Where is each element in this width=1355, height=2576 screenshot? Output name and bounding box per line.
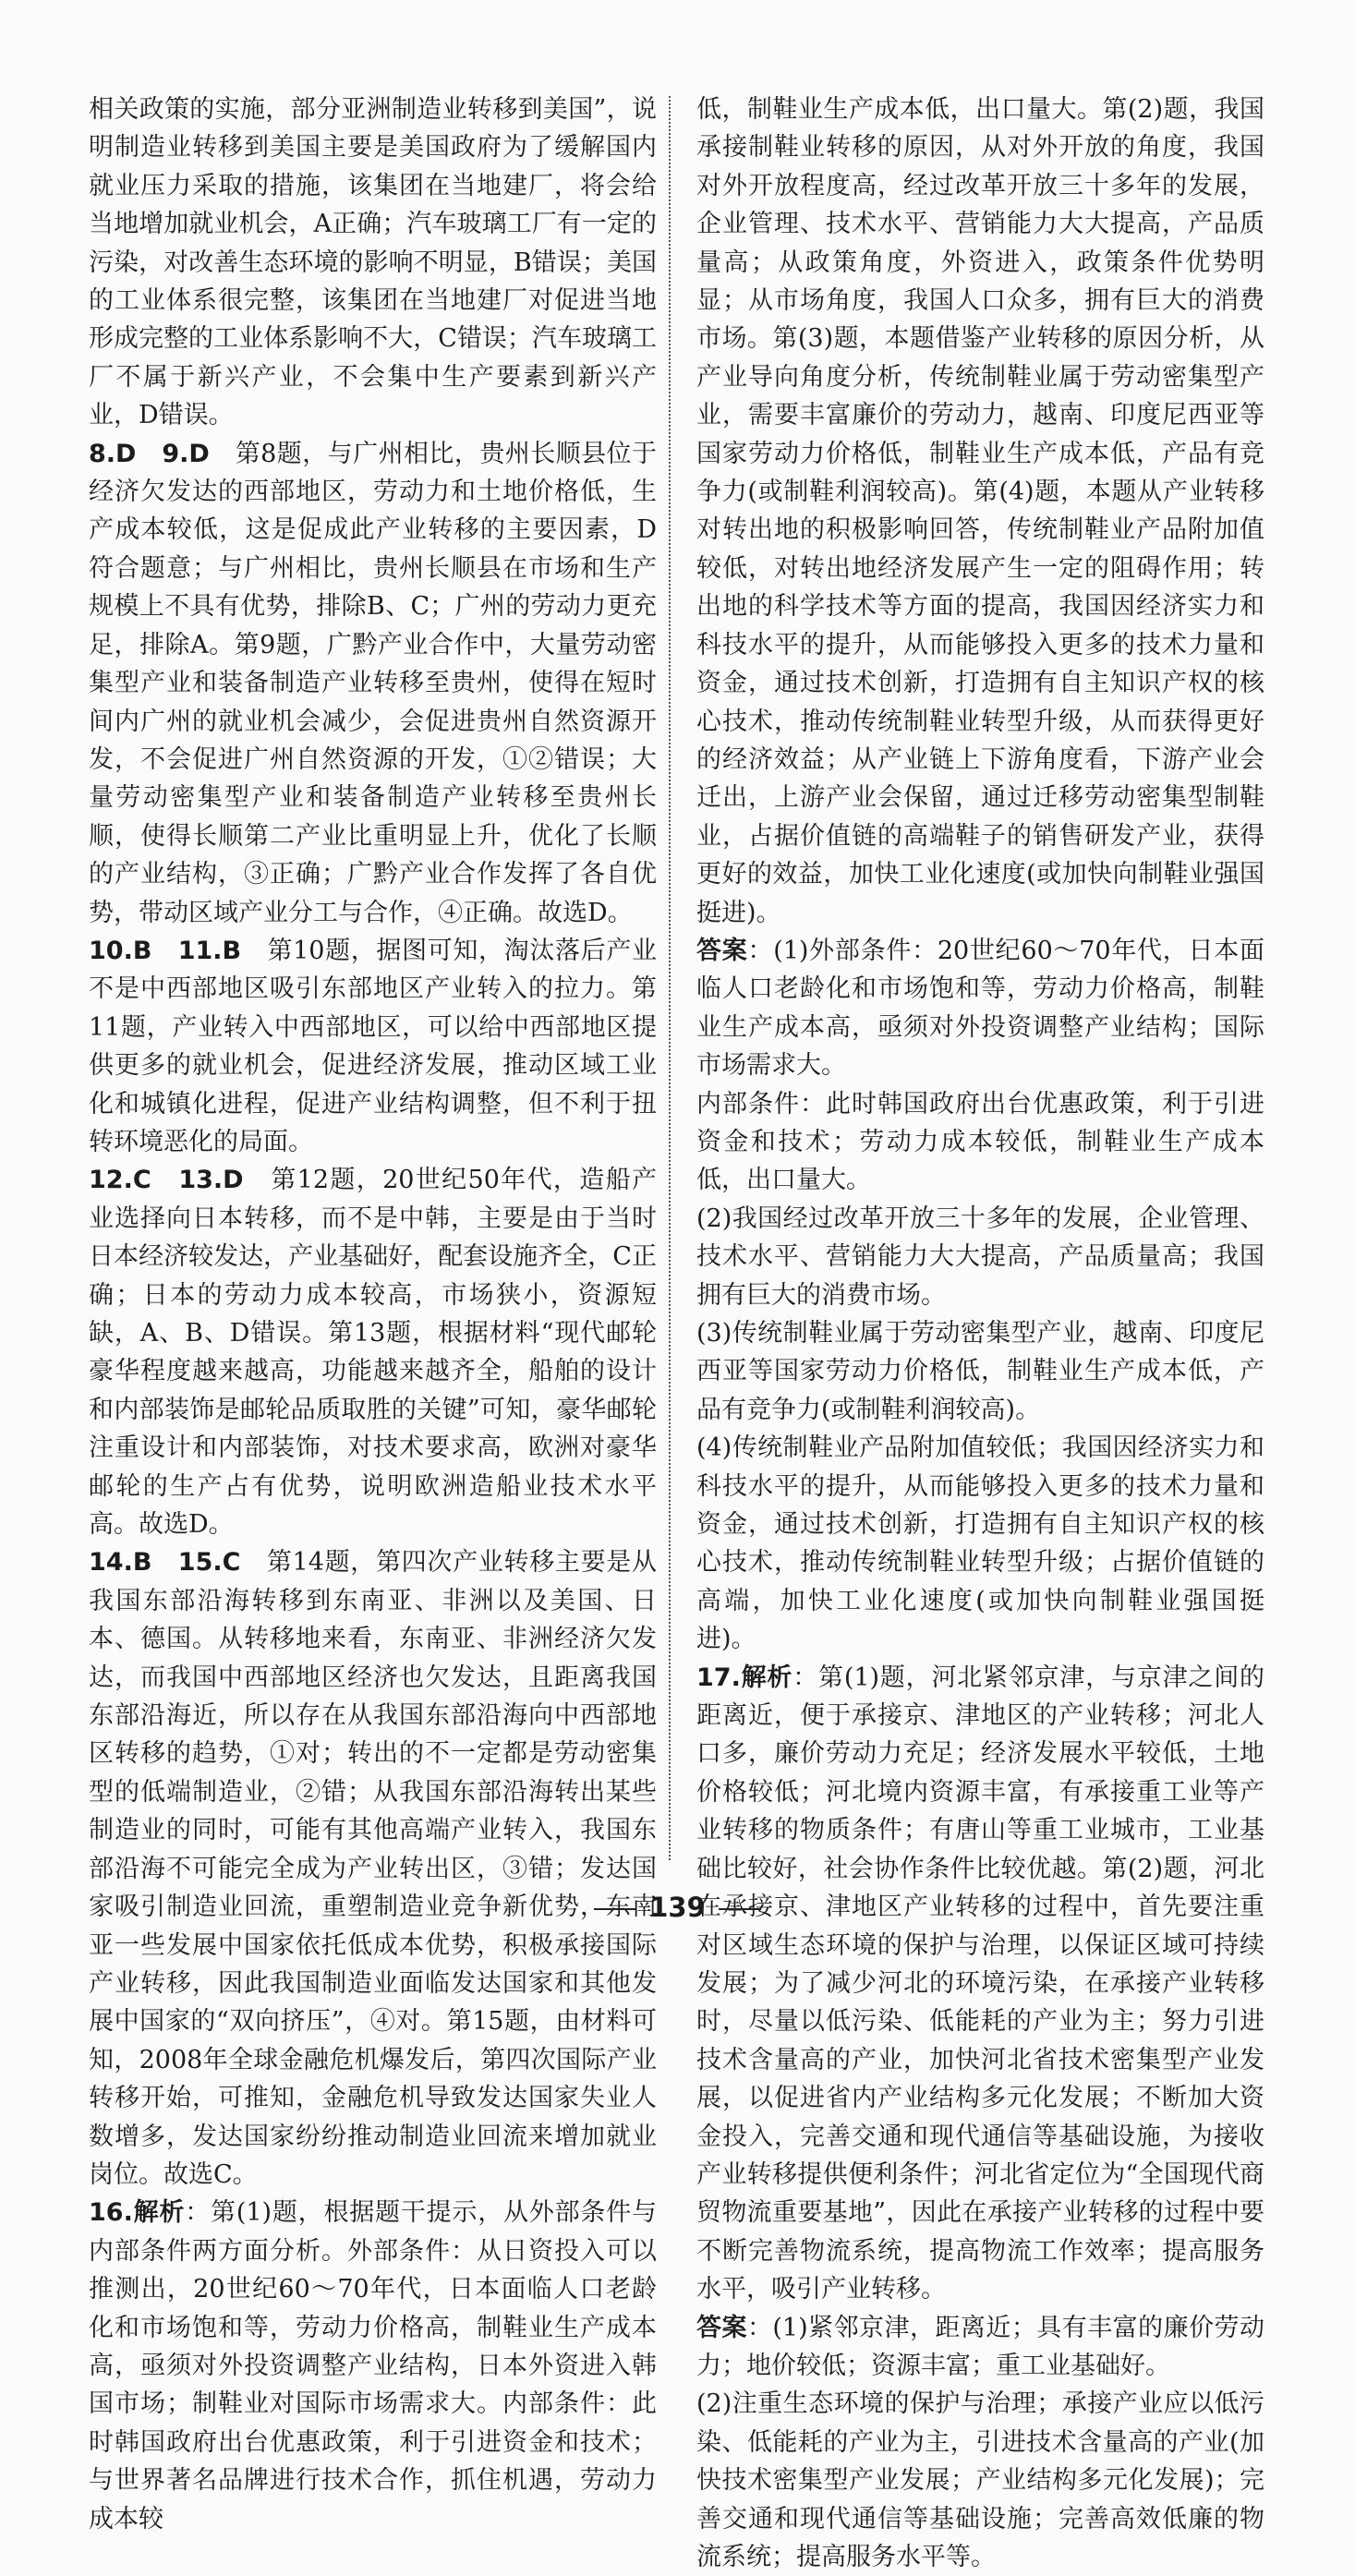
paragraph-continuation: 低，制鞋业生产成本低，出口量大。第(2)题，我国承接制鞋业转移的原因，从对外开放的角度，我国对外开放程度高，经过改革开放三十多年的发展，企业管理、技术水平、营销能力大大提高，产品质量高；从政策角度，外资进入，政策条件优势明显；从市场角度，我国人口众多，拥有巨大的消费市场。第(3)题，本题借鉴产业转移的原因分析，从产业导向角度分析，传统制鞋业属于劳动密集型产业，需要丰富廉价的劳动力，越南、印度尼西亚等国家劳动力价格低，制鞋业生产成本低，产品有竞争力(或制鞋利润较高)。第(4)题，本题从产业转移对转出地的积极影响回答，传统制鞋业产品附加值较低，对转出地经济发展产生一定的阻碍作用；转出地的科学技术等方面的提高，我国因经济实力和科技水平的提升，从而能够投入更多的技术力量和资金，通过技术创新，打造拥有自主知识产权的核心技术，推动传统制鞋业转型升级，从而获得更好的经济效益；从产业链上下游角度看，下游产业会迁出，上游产业会保留，通过迁移劳动密集型制鞋业，占据价值链的高端鞋子的销售研发产业，获得更好的效益，加快工业化速度(或加快向制鞋业强国挺进)。 xyxy=(696,95,1264,927)
question-number: 12.C 13.D xyxy=(89,1166,244,1195)
question-number: 17. xyxy=(696,1663,741,1692)
footer-dash-left xyxy=(594,1908,636,1910)
answer-14-15 xyxy=(89,1543,657,2194)
answer-8-9 xyxy=(89,435,657,932)
paragraph-continuation: 相关政策的实施，部分亚洲制造业转移到美国”，说明制造业转移到美国主要是美国政府为了缓解国内就业压力采取的措施，该集团在当地建厂，将会给当地增加就业机会，A正确；汽车玻璃工厂有一定的污染，对改善生态环境的影响不明显，B错误；美国的工业体系很完整，该集团在当地建厂对促进当地形成完整的工业体系影响不大，C错误；汽车玻璃工厂不属于新兴产业，不会集中生产要素到新兴产业，D错误。 xyxy=(89,95,657,430)
left-column xyxy=(89,91,657,2538)
answer-10-11 xyxy=(89,932,657,1161)
explanation-text: 第12题，20世纪50年代，造船产业选择向日本转移，而不是中韩，主要是由于当时日本经济较发达，产业基础好，配套设施齐全，C正确；日本的劳动力成本较高，市场狭小，资源短缺，A、B、D错误。第13题，根据材料“现代邮轮豪华程度越来越高，功能越来越齐全，船舶的设计和内部装饰是邮轮品质取胜的关键”可知，豪华邮轮注重设计和内部装饰，对技术要求高，欧洲对豪华邮轮的生产占有优势，说明欧洲造船业技术水平高。故选D。 xyxy=(89,1166,657,1540)
question-number: 10.B 11.B xyxy=(89,936,242,965)
answer-label: 答案 xyxy=(696,2313,747,2342)
answer-text-block: (3)传统制鞋业属于劳动密集型产业，越南、印度尼西亚等国家劳动力价格低，制鞋业生产成本低，产品有竞争力(或制鞋利润较高)。 xyxy=(696,1319,1264,1424)
explanation-text: 第14题，第四次产业转移主要是从我国东部沿海转移到东南亚、非洲以及美国、日本、德国。从转移地来看，东南亚、非洲经济欠发达，而我国中西部地区经济也欠发达，且距离我国东部沿海近，所以存在从我国东部沿海向中西部地区转移的趋势，①对；转出的不一定都是劳动密集型的低端制造业，②错；从我国东部沿海转出某些制造业的同时，可能有其他高端产业转入，我国东部沿海不可能完全成为产业转出区，③错；发达国家吸引制造业回流，重塑制造业竞争新优势，东南亚一些发展中国家依托低成本优势，积极承接国际产业转移，因此我国制造业面临发达国家和其他发展中国家的“双向挤压”，④对。第15题，由材料可知，2008年全球金融危机爆发后，第四次国际产业转移开始，可推知，金融危机导致发达国家失业人数增多，发达国家纷纷推动制造业回流来增加就业岗位。故选C。 xyxy=(89,1548,657,2189)
explanation-text: ：第(1)题，根据题干提示，从外部条件与内部条件两方面分析。外部条件：从日资投入可以推测出，20世纪60～70年代，日本面临人口老龄化和市场饱和等，劳动力价格高，制鞋业生产成本高，亟须对外投资调整产业结构，日本外资进入韩国市场；制鞋业对国际市场需求大。内部条件：此时韩国政府出台优惠政策，利于引进资金和技术；与世界著名品牌进行技术合作，抓住机遇，劳动力成本较 xyxy=(89,2198,657,2534)
analysis-label: 解析 xyxy=(740,1663,793,1692)
analysis-label: 解析 xyxy=(132,2198,186,2228)
question-number: 16. xyxy=(89,2198,133,2228)
answer-12-13 xyxy=(89,1161,657,1543)
explanation-text: ：第(1)题，河北紧邻京津，与京津之间的距离近，便于承接京、津地区的产业转移；河北人口多，廉价劳动力充足；经济发展水平较低，土地价格较低；河北境内资源丰富，有承接重工业等产业转移的物质条件；有唐山等重工业城市，工业基础比较好，社会协作条件比较优越。第(2)题，河北在承接京、津地区产业转移的过程中，首先要注重对区域生态环境的保护与治理，以保证区域可持续发展；为了减少河北的环境污染，在承接产业转移时，尽量以低污染、低能耗的产业为主；努力引进技术含量高的产业，加快河北省技术密集型产业发展，以促进省内产业结构多元化发展；不断加大资金投入，完善交通和现代通信等基础设施，为接收产业转移提供便利条件；河北省定位为“全国现代商贸物流重要基地”，因此在承接产业转移的过程中要不断完善物流系统，提高物流工作效率；提高服务水平，吸引产业转移。 xyxy=(696,1663,1264,2304)
question-number: 8.D 9.D xyxy=(89,439,210,468)
answer-16-answer xyxy=(696,932,1264,1085)
answer-text-block: 内部条件：此时韩国政府出台优惠政策，利于引进资金和技术；劳动力成本较低，制鞋业生产成本低，出口量大。 xyxy=(696,1089,1264,1195)
explanation-text: 第10题，据图可知，淘汰落后产业不是中西部地区吸引东部地区产业转入的拉力。第11题，产业转入中西部地区，可以给中西部地区提供更多的就业机会，促进经济发展，推动区域工业化和城镇化进程，促进产业结构调整，但不利于扭转环境恶化的局面。 xyxy=(89,936,657,1156)
page-footer xyxy=(0,1892,1355,1923)
answer-text: ：(1)外部条件：20世纪60～70年代，日本面临人口老龄化和市场饱和等，劳动力价格高，制鞋业生产成本高，亟须对外投资调整产业结构；国际市场需求大。 xyxy=(696,936,1264,1081)
answer-16-analysis xyxy=(89,2194,657,2538)
answer-17-answer xyxy=(696,2309,1264,2386)
answer-text-block: (4)传统制鞋业产品附加值较低；我国因经济实力和科技水平的提升，从而能够投入更多的技术力量和资金，通过技术创新，打造拥有自主知识产权的核心技术，推动传统制鞋业转型升级；占据价值链的高端，加快工业化速度(或加快向制鞋业强国挺进)。 xyxy=(696,1433,1264,1654)
page-number: 139 xyxy=(649,1892,706,1923)
answer-text-block: (2)我国经过改革开放三十多年的发展，企业管理、技术水平、营销能力大大提高，产品质量高；我国拥有巨大的消费市场。 xyxy=(696,1203,1264,1310)
question-number: 14.B 15.C xyxy=(89,1548,241,1578)
answer-text-block: (2)注重生态环境的保护与治理；承接产业应以低污染、低能耗的产业为主，引进技术含量高的产业(加快技术密集型产业发展；产业结构多元化发展)；完善交通和现代通信等基础设施；完善高效低廉的物流系统；提高服务水平等。 xyxy=(696,2389,1264,2571)
column-divider xyxy=(669,96,671,1860)
answer-text: ：(1)紧邻京津，距离近；具有丰富的廉价劳动力；地价较低；资源丰富；重工业基础好。 xyxy=(696,2313,1265,2380)
answer-label: 答案 xyxy=(696,936,748,965)
answer-17-analysis xyxy=(696,1659,1264,2309)
right-column xyxy=(696,91,1264,2576)
explanation-text: 第8题，与广州相比，贵州长顺县位于经济欠发达的西部地区，劳动力和土地价格低，生产成本较低，这是促成此产业转移的主要因素，D符合题意；与广州相比，贵州长顺县在市场和生产规模上不具有优势，排除B、C；广州的劳动力更充足，排除A。第9题，广黔产业合作中，大量劳动密集型产业和装备制造产业转移至贵州，使得在短时间内广州的就业机会减少，会促进贵州自然资源开发，不会促进广州自然资源的开发，①②错误；大量劳动密集型产业和装备制造产业转移至贵州长顺，使得长顺第二产业比重明显上升，优化了长顺的产业结构，③正确；广黔产业合作发挥了各自优势，带动区域产业分工与合作，④正确。故选D。 xyxy=(89,439,657,927)
footer-dash-right xyxy=(719,1908,761,1910)
